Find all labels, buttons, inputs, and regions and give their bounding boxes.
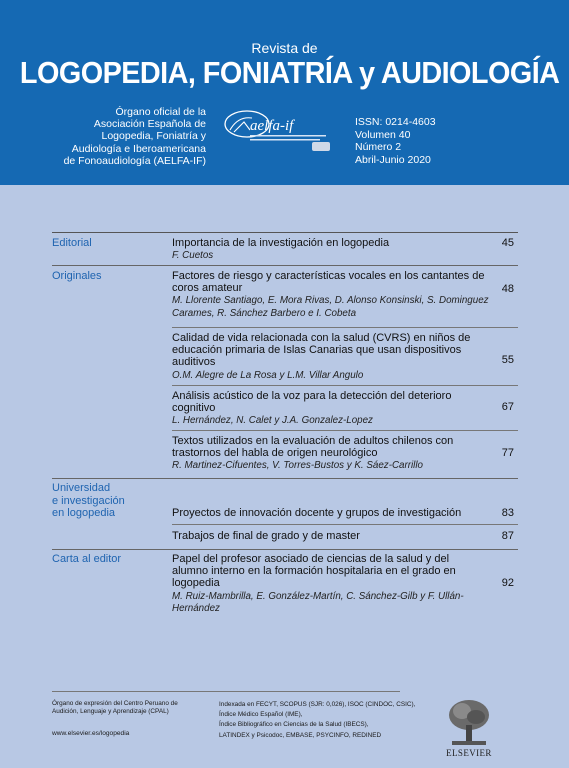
volume: Volumen 40	[355, 128, 411, 141]
aelfa-logo	[214, 108, 342, 178]
toc-entry[interactable]	[172, 332, 494, 382]
svg-text:aelfa-if: aelfa-if	[250, 118, 294, 134]
article-authors: F. Cuetos	[172, 250, 214, 262]
toc-entry[interactable]	[172, 553, 484, 615]
page-number: 87	[501, 530, 514, 542]
issue-number: Número 2	[355, 141, 402, 153]
article-divider	[172, 385, 518, 386]
section-label: Carta al editor	[52, 553, 122, 565]
article-authors: O.M. Alegre de La Rosa y L.M. Villar Angulo	[172, 369, 364, 381]
page-number: 92	[501, 577, 514, 589]
article-authors: M. Ruiz-Mambrilla, E. González-Martín, C. Sánchez-Gilb y F. Ullán-Hernández	[172, 590, 464, 614]
footer-rule	[52, 691, 400, 692]
elsevier-tree-logo	[444, 697, 494, 755]
page-number: 48	[501, 283, 514, 295]
section-label: Universidad e investigación en logopedia	[52, 482, 125, 519]
article-title: Importancia de la investigación en logopedia	[172, 237, 390, 249]
toc-entry[interactable]	[172, 530, 494, 542]
section-label: Originales	[52, 270, 102, 282]
article-authors: M. Llorente Santiago, E. Mora Rivas, D. Alonso Konsinski, S. Dominguez Carames, R. Sánchez Barbero e I. Cobeta	[172, 295, 489, 319]
section-divider	[52, 478, 518, 479]
journal-url[interactable]: www.elsevier.es/logopedia	[52, 730, 130, 737]
toc-entry[interactable]	[172, 390, 494, 428]
toc-entry[interactable]	[172, 435, 494, 473]
page-number: 77	[501, 447, 514, 459]
page-number: 83	[501, 507, 514, 519]
page-number: 55	[501, 354, 514, 366]
article-authors: L. Hernández, N. Calet y J.A. Gonzalez-Lopez	[172, 415, 373, 427]
journal-prefix: Revista de	[251, 40, 318, 56]
cpal-note: Órgano de expresión del Centro Peruano de Audición, Lenguaje y Aprendizaje (CPAL)	[52, 700, 178, 715]
indexing-note: Indexada en FECYT, SCOPUS (SJR: 0,026), ISOC (CINDOC, CSIC), Índice Médico Español (IME), Índice Bibliográfico en Ciencias de la Salud (IBECS), LATINDEX y Psicodoc, EMBASE, PSYCINFO, REDINED	[219, 701, 416, 739]
article-divider	[172, 430, 518, 431]
toc-entry[interactable]	[172, 507, 494, 519]
article-title: Papel del profesor asociado de ciencias de la salud y del alumno interno en la formación hospitalaria en el grado en logopedia	[172, 553, 456, 590]
issue-date: Abril-Junio 2020	[355, 153, 431, 166]
section-divider	[52, 549, 518, 550]
article-authors: R. Martinez-Cifuentes, V. Torres-Bustos y K. Sáez-Carrillo	[172, 460, 423, 472]
article-title: Factores de riesgo y características vocales en los cantantes de coros amateur	[172, 270, 485, 295]
page-number: 45	[501, 237, 514, 249]
section-divider	[52, 265, 518, 266]
article-title: Trabajos de final de grado y de master	[172, 530, 360, 542]
article-title: Análisis acústico de la voz para la detección del deterioro cognitivo	[172, 390, 452, 415]
issue-info	[355, 116, 436, 166]
publisher-name: ELSEVIER	[446, 748, 492, 758]
page-number: 67	[501, 401, 514, 413]
article-title: Textos utilizados en la evaluación de adultos chilenos con trastornos del habla de origen neurológico	[172, 435, 454, 460]
toc-entry[interactable]	[172, 270, 494, 320]
article-divider	[172, 524, 518, 525]
issn: ISSN: 0214-4603	[355, 116, 436, 128]
section-label: Editorial	[52, 237, 92, 249]
toc-entry[interactable]	[172, 237, 494, 262]
official-organ-text: Órgano oficial de la Asociación Española de Logopedia, Foniatría y Audiología e Iberoamericana de Fonoaudiología (AELFA-IF)	[63, 106, 206, 167]
journal-header	[0, 0, 569, 185]
journal-title: LOGOPEDIA, FONIATRÍA y AUDIOLOGÍA	[19, 55, 560, 90]
article-title: Calidad de vida relacionada con la salud (CVRS) en niños de educación primaria de Islas Canarias que usan dispositivos auditivos	[172, 332, 471, 369]
toc-top-rule	[52, 232, 518, 233]
article-title: Proyectos de innovación docente y grupos de investigación	[172, 507, 462, 519]
article-divider	[172, 327, 518, 328]
